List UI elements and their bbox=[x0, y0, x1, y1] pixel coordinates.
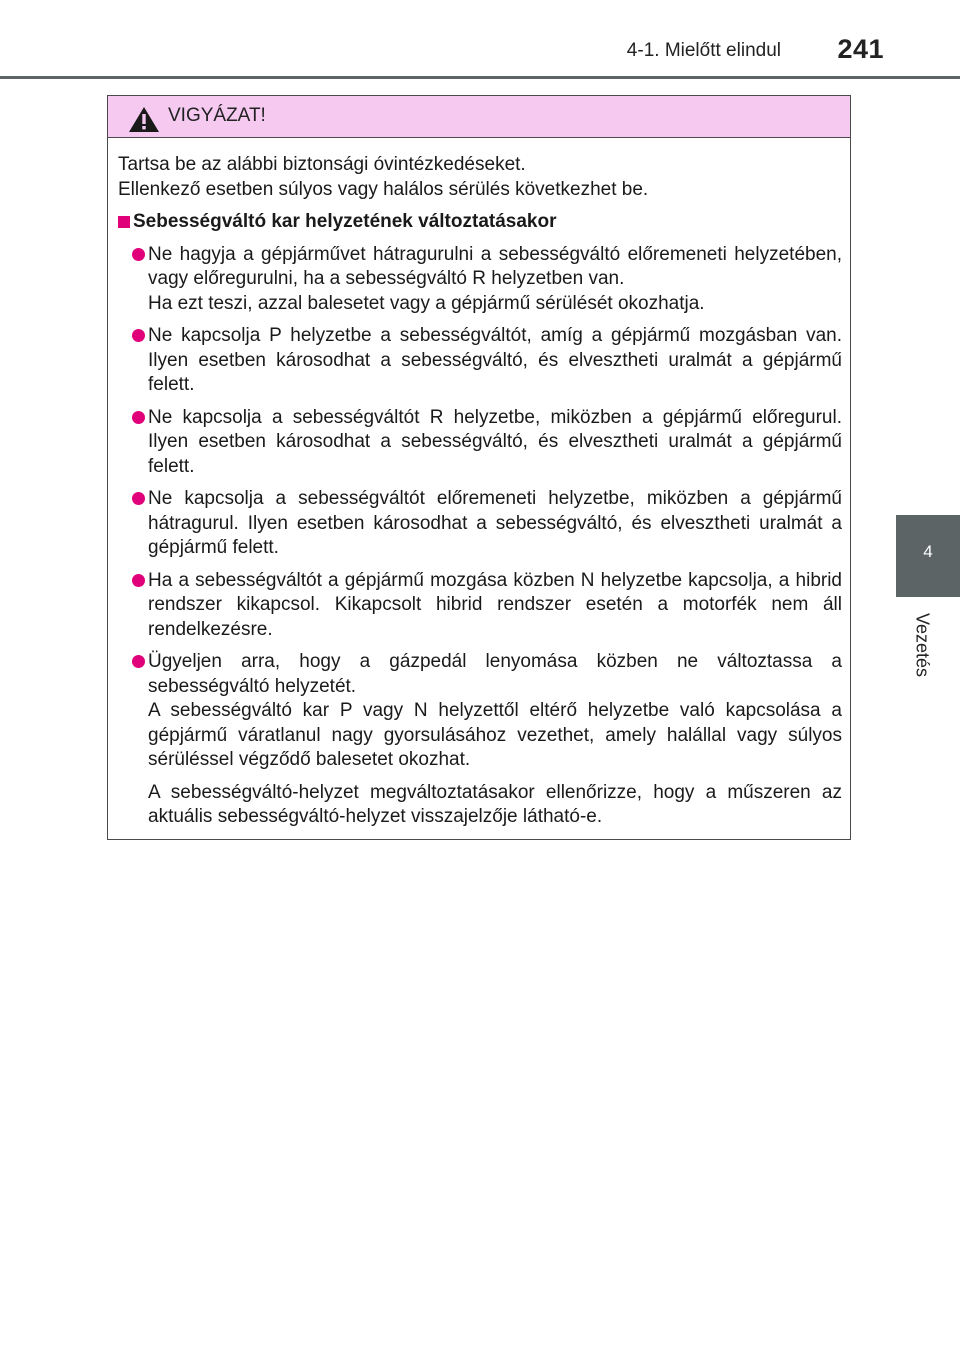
list-item bbox=[118, 650, 842, 830]
subheading-text: Sebességváltó kar helyzetének változtatásakor bbox=[133, 211, 557, 232]
list-item bbox=[118, 243, 842, 317]
bullet-dot-icon bbox=[132, 574, 145, 587]
item-paragraph: Ne kapcsolja a sebességváltót előremeneti helyzetbe, miközben a gépjármű hátragurul. Ilyen esetben károsodhat a sebességváltó, és elvesztheti uralmát a gépjármű felett. bbox=[148, 488, 842, 558]
chapter-label-container bbox=[911, 605, 933, 685]
warning-title: VIGYÁZAT! bbox=[168, 105, 266, 126]
bullet-dot-icon bbox=[132, 329, 145, 342]
warning-box bbox=[107, 95, 851, 840]
item-paragraph: Ne hagyja a gépjárművet hátragurulni a sebességváltó előremeneti helyzetében, vagy előregurulni, ha a sebességváltó R helyzetben van. bbox=[148, 243, 842, 289]
item-paragraph: Ne kapcsolja P helyzetbe a sebességváltót, amíg a gépjármű mozgásban van. Ilyen esetben károsodhat a sebességváltó, és elvesztheti uralmát a gépjármű felett. bbox=[148, 325, 842, 395]
chapter-tab bbox=[896, 515, 960, 597]
chapter-number: 4 bbox=[923, 542, 933, 561]
item-paragraph: A sebességváltó kar P vagy N helyzettől eltérő helyzetbe való kapcsolása a gépjármű váratlanul nagy gyorsulásához vezethet, amely halállal vagy súlyos sérüléssel végződő balesetet okozhat. bbox=[148, 700, 842, 770]
list-item bbox=[118, 406, 842, 480]
item-paragraph: Ne kapcsolja a sebességváltót R helyzetbe, miközben a gépjármű előregurul. Ilyen esetben károsodhat a sebességváltó, és elvesztheti uralmát a gépjármű felett. bbox=[148, 406, 842, 477]
list-item bbox=[118, 324, 842, 398]
square-bullet-icon bbox=[118, 216, 130, 228]
bullet-dot-icon bbox=[132, 492, 145, 505]
list-item bbox=[118, 487, 842, 561]
item-paragraph: Ügyeljen arra, hogy a gázpedál lenyomása közben ne változtassa a sebességváltó helyzetét. bbox=[148, 651, 842, 697]
bullet-dot-icon bbox=[132, 411, 145, 424]
page-header bbox=[0, 0, 960, 80]
item-paragraph: Ha ezt teszi, azzal balesetet vagy a gépjármű sérülését okozhatja. bbox=[148, 292, 705, 314]
bullet-dot-icon bbox=[132, 655, 145, 668]
bullet-dot-icon bbox=[132, 248, 145, 261]
warning-triangle-icon bbox=[128, 106, 160, 133]
item-paragraph: A sebességváltó-helyzet megváltoztatásakor ellenőrizze, hogy a műszeren az aktuális sebességváltó-helyzet visszajelzője látható-e. bbox=[148, 781, 842, 827]
page-number: 241 bbox=[837, 34, 884, 64]
intro-line: Tartsa be az alábbi biztonsági óvintézkedéseket. bbox=[118, 154, 526, 175]
intro-line: Ellenkező esetben súlyos vagy halálos sérülés következhet be. bbox=[118, 178, 649, 200]
item-paragraph: Ha a sebességváltót a gépjármű mozgása közben N helyzetbe kapcsolja, a hibrid rendszer kikapcsol. Kikapcsolt hibrid rendszer esetén a motorfék nem áll rendelkezésre. bbox=[148, 569, 842, 640]
header-rule bbox=[0, 76, 960, 79]
chapter-label: Vezetés bbox=[912, 612, 933, 678]
warning-header bbox=[108, 96, 850, 138]
subheading bbox=[118, 210, 842, 235]
list-item bbox=[118, 569, 842, 643]
section-title: 4-1. Mielőtt elindul bbox=[626, 40, 781, 61]
warning-body bbox=[118, 153, 842, 830]
